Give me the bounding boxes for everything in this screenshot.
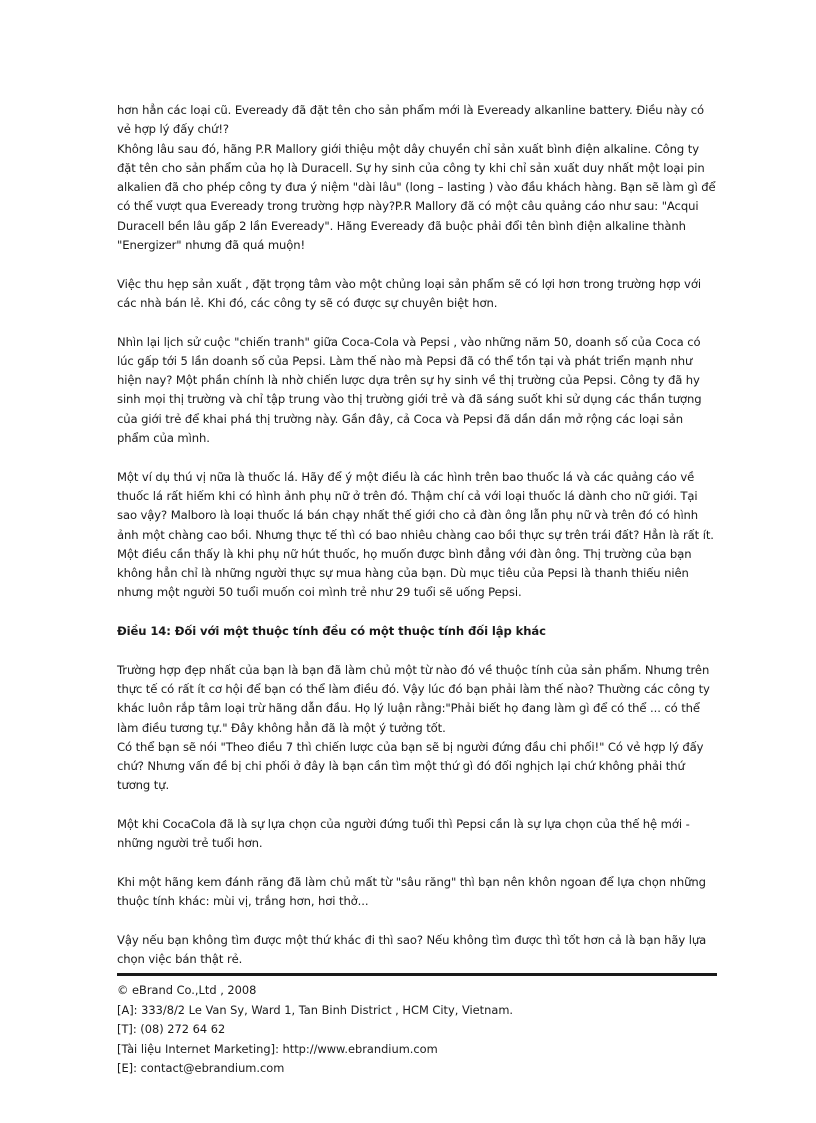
footer-website: [Tài liệu Internet Marketing]: http://www.ebrandium.com [117,1041,438,1056]
footer-address: [A]: 333/8/2 Le Van Sy, Ward 1, Tan Binh District , HCM City, Vietnam. [117,1002,514,1017]
paragraph: Một ví dụ thú vị nữa là thuốc lá. Hãy để ý một điều là các hình trên bao thuốc lá và các quảng cáo về thuốc lá rất hiếm khi có hình ảnh phụ nữ ở trên đó. Thậm chí cả với loại thuốc lá dành cho nữ giới. Tại sao vậy? Malboro là loại thuốc lá bán chạy nhất thế giới cho cả đàn ông lẫn phụ nữ và trên đó có hình ảnh một chàng cao bồi. Nhưng thực tế thì có bao nhiêu chàng cao bồi thực sự trên trái đất? Hẳn là rất ít. Một điều cần thấy là khi phụ nữ hút thuốc, họ muốn được bình đẳng với đàn ông. Thị trường của bạn không hẳn chỉ là những người thực sự mua hàng của bạn. Dù mục tiêu của Pepsi là thanh thiếu niên nhưng một người 50 tuổi muốn coi mình trẻ như 29 tuổi sẽ uống Pepsi. [117,469,714,600]
paragraph: Khi một hãng kem đánh răng đã làm chủ mất từ "sâu răng" thì bạn nên khôn ngoan để lựa chọn những thuộc tính khác: mùi vị, trắng hơn, hơi thở... [117,874,706,909]
footer [117,981,717,1079]
paragraph: Nhìn lại lịch sử cuộc "chiến tranh" giữa Coca-Cola và Pepsi , vào những năm 50, doanh số của Coca có lúc gấp tới 5 lần doanh số của Pepsi. Làm thế nào mà Pepsi đã có thể tồn tại và phát triển mạnh như hiện nay? Một phần chính là nhờ chiến lược dựa trên sự hy sinh về thị trường của Pepsi. Công ty đã hy sinh mọi thị trường và chỉ tập trung vào thị trường giới trẻ và đã sáng suốt khi sử dụng các thần tượng của giới trẻ để khai phá thị trường này. Gần đây, cả Coca và Pepsi đã dần dần mở rộng các loại sản phẩm của mình. [117,334,702,446]
footer-divider [117,973,717,976]
paragraph: Việc thu hẹp sản xuất , đặt trọng tâm vào một chủng loại sản phẩm sẽ có lợi hơn trong trường hợp với các nhà bán lẻ. Khi đó, các công ty sẽ có được sự chuyên biệt hơn. [117,276,701,310]
paragraph: Vậy nếu bạn không tìm được một thứ khác đi thì sao? Nếu không tìm được thì tốt hơn cả là bạn hãy lựa chọn việc bán thật rẻ. [117,932,707,967]
footer-email: [E]: contact@ebrandium.com [117,1061,285,1075]
paragraph: Trường hợp đẹp nhất của bạn là bạn đã làm chủ một từ nào đó về thuộc tính của sản phẩm. Nhưng trên thực tế có rất ít cơ hội để bạn có thể làm điều đó. Vậy lúc đó bạn phải làm thế nào? Thường các công ty khác luôn rắp tâm loại trừ hãng dẫn đầu. Họ lý luận rằng:"Phải biết họ đang làm gì để có thể ... có thể làm điều tương tự." Đây không hẳn đã là một ý tưởng tốt. [117,662,710,735]
body-text [117,101,717,989]
section-heading: Điều 14: Đối với một thuộc tính đều có một thuộc tính đối lập khác [117,624,546,639]
footer-phone: [T]: (08) 272 64 62 [117,1022,226,1036]
footer-copyright: © eBrand Co.,Ltd , 2008 [117,983,257,997]
paragraph: Không lâu sau đó, hãng P.R Mallory giới thiệu một dây chuyền chỉ sản xuất bình điện alkaline. Công ty đặt tên cho sản phẩm của họ là Duracell. Sự hy sinh của công ty khi chỉ sản xuất duy nhất một loại pin alkalien đã cho phép công ty đưa ý niệm "dài lâu" (long – lasting ) vào đầu khách hàng. Bạn sẽ làm gì để có thể vượt qua Eveready trong trường hợp này?P.R Mallory đã có một câu quảng cáo như sau: "Acqui Duracell bền lâu gấp 2 lần Eveready". Hãng Eveready đã buộc phải đổi tên bình điện alkaline thành "Energizer" nhưng đã quá muộn! [117,141,716,253]
paragraph: Có thể bạn sẽ nói "Theo điều 7 thì chiến lược của bạn sẽ bị người đứng đầu chi phối!" Có vẻ hợp lý đấy chứ? Nhưng vấn đề bị chi phối ở đây là bạn cần tìm một thứ gì đó đối nghịch lại chứ không phải thứ tương tự. [117,739,704,793]
paragraph: Một khi CocaCola đã là sự lựa chọn của người đứng tuổi thì Pepsi cần là sự lựa chọn của thế hệ mới - những người trẻ tuổi hơn. [117,816,690,851]
paragraph: hơn hẳn các loại cũ. Eveready đã đặt tên cho sản phẩm mới là Eveready alkanline battery. Điều này có vẻ hợp lý đấy chứ!? [117,103,704,137]
